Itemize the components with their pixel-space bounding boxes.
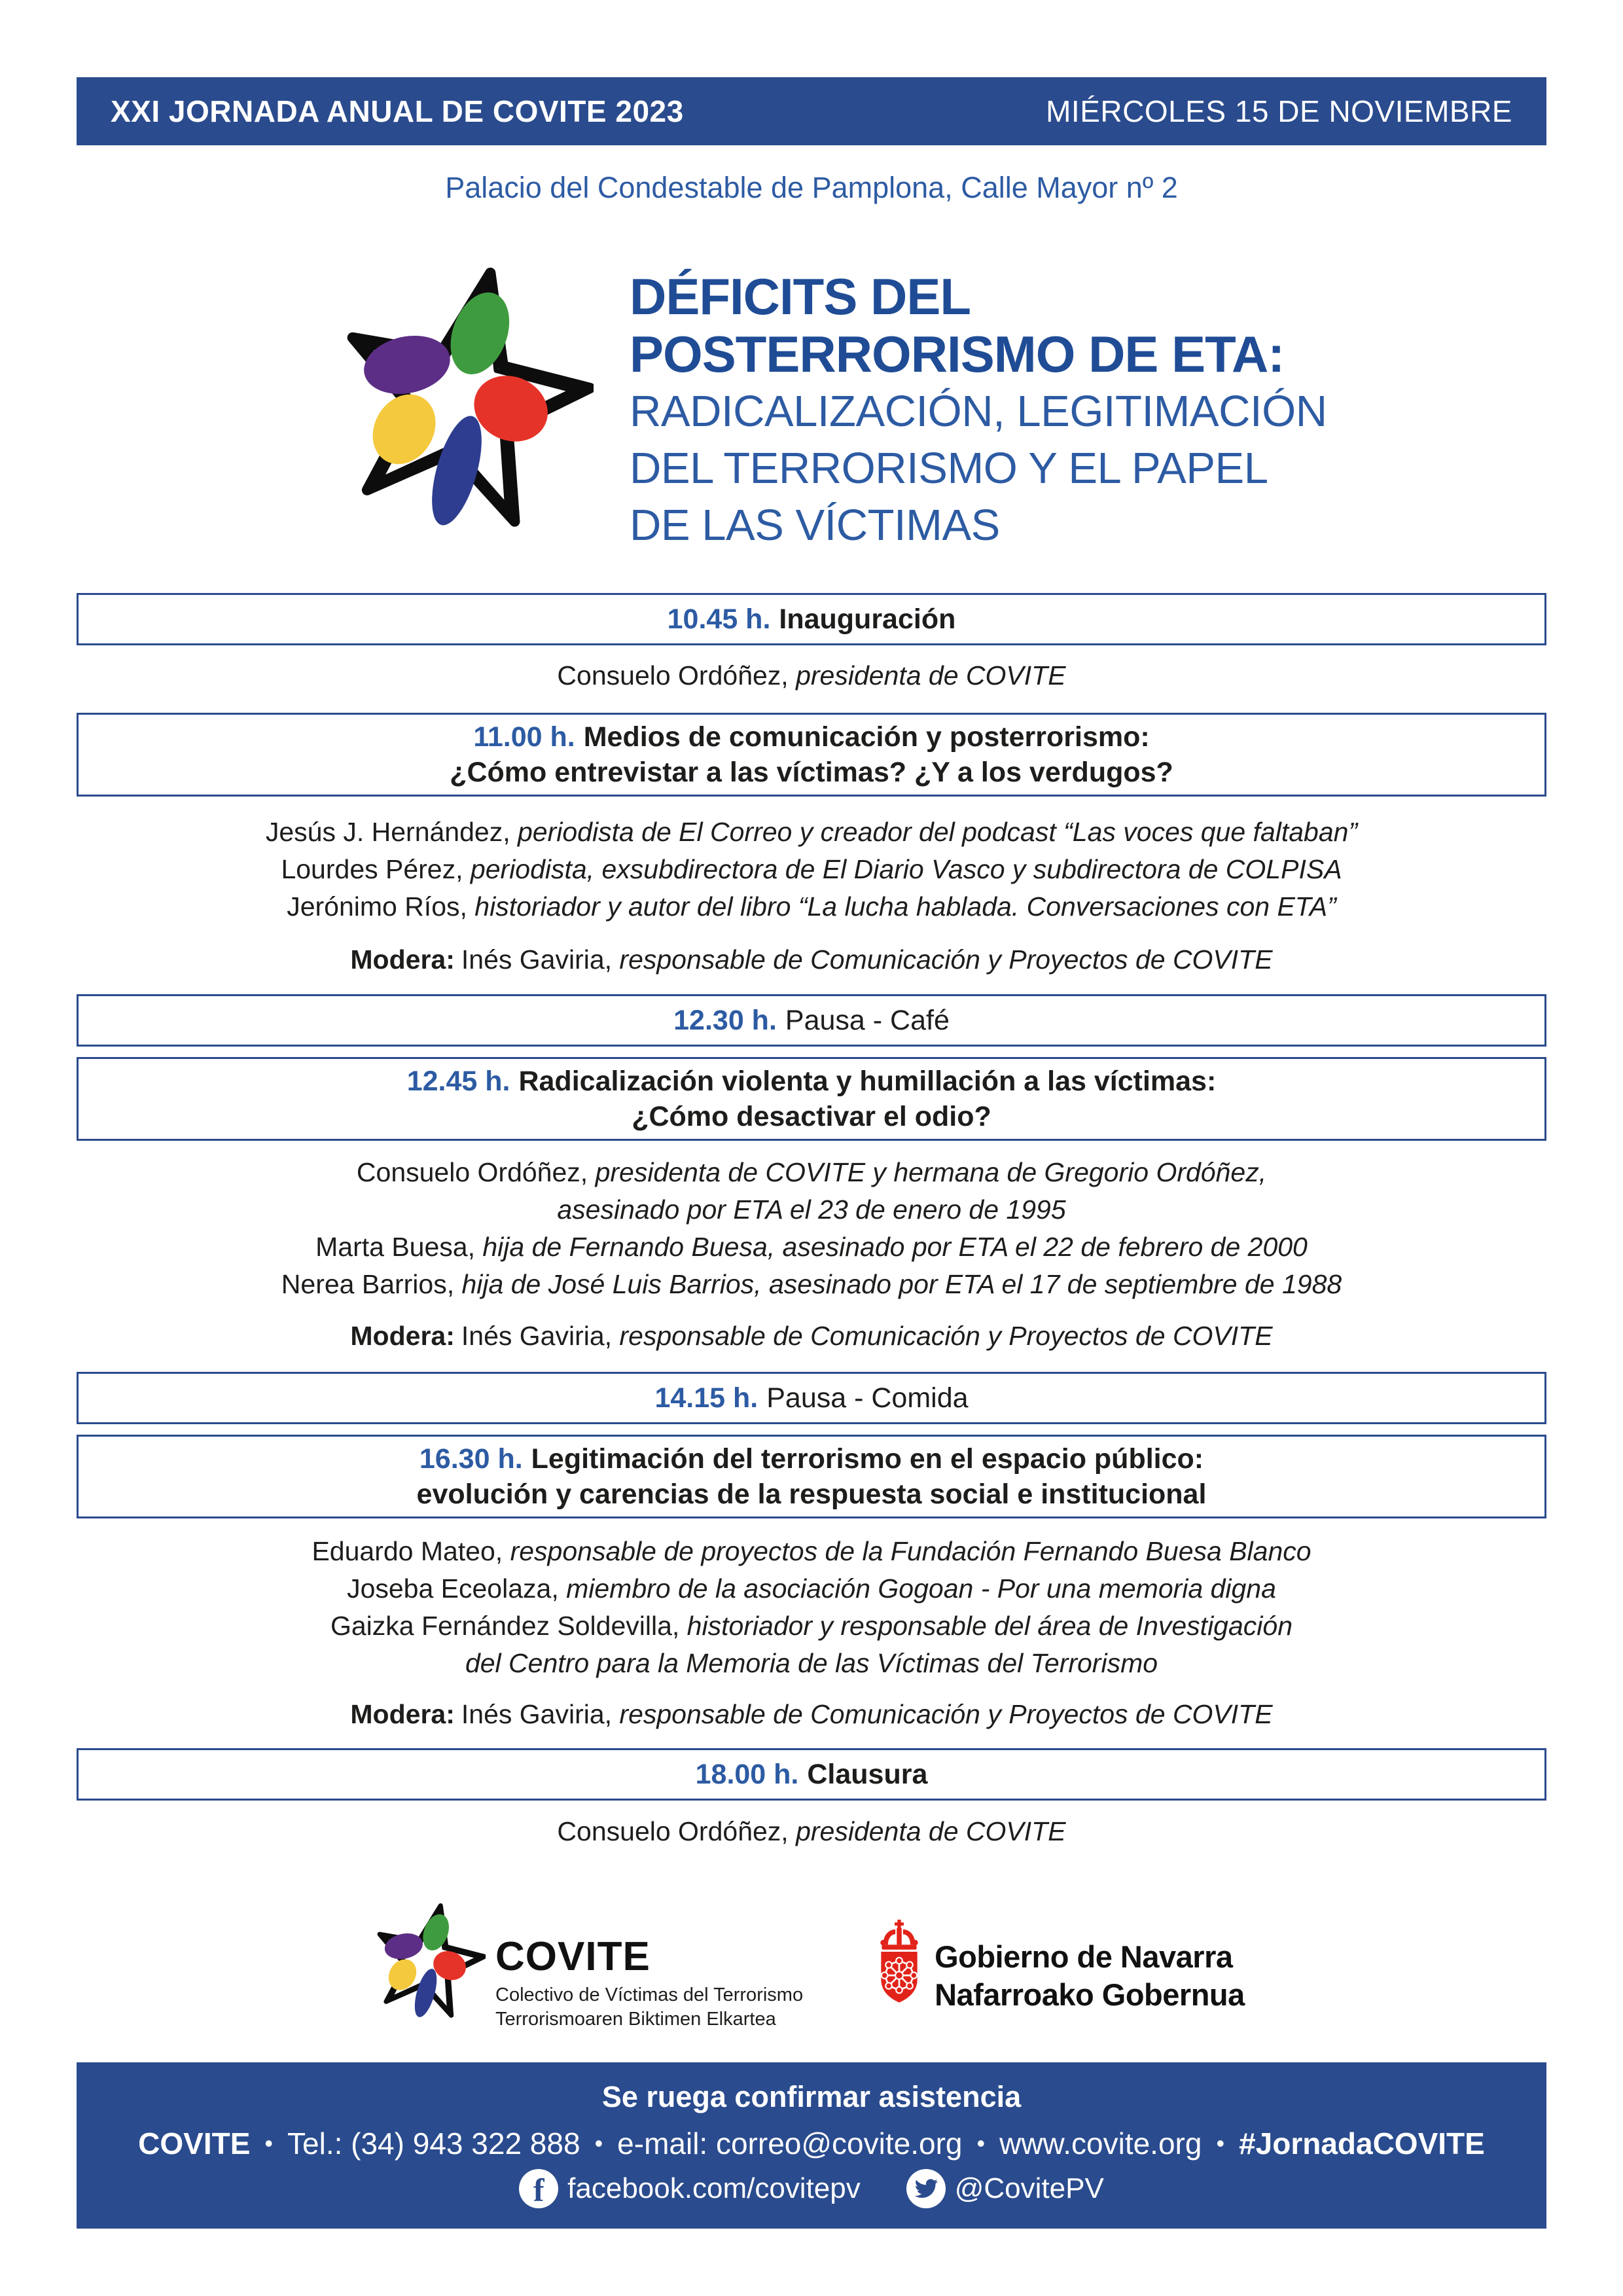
event-title [630,256,1327,558]
event-hashtag: #JornadaCOVITE [1239,2126,1485,2161]
title-line: DÉFICITS DEL [630,268,971,325]
bullet-separator: • [594,2130,603,2157]
speaker-line: Marta Buesa, hija de Fernando Buesa, asesinado por ETA el 22 de febrero de 2000 [315,1232,1308,1262]
session-box-inauguracion [77,593,1546,645]
session-time: 10.45 h. [667,603,771,635]
footer-org-name: COVITE [138,2126,251,2161]
speaker-line: Consuelo Ordóñez, presidenta de COVITE [557,660,1066,691]
session-title-line2: ¿Cómo entrevistar a las víctimas? ¿Y a los verdugos? [450,757,1173,788]
venue-line: Palacio del Condestable de Pamplona, Calle Mayor nº 2 [445,171,1178,204]
website-url: www.covite.org [999,2126,1202,2161]
covite-logo [371,1898,803,2032]
speaker-list [77,1533,1546,1733]
session-time: 11.00 h. [473,721,575,753]
session-box-medios [77,713,1546,797]
session-time: 12.30 h. [673,1005,777,1036]
logos-row [77,1898,1546,2030]
session-title: Clausura [807,1759,928,1790]
covite-star-logo-icon [332,256,594,550]
covite-star-logo-icon [371,1898,486,2028]
moderator-line: Modera: Inés Gaviria, responsable de Comunicación y Proyectos de COVITE [350,944,1273,975]
session-box-radicalizacion [77,1057,1546,1141]
covite-logo-subtitle: Colectivo de Víctimas del Terrorismo Terrorismoaren Biktimen Elkartea [495,1984,804,2030]
phone-number: Tel.: (34) 943 322 888 [287,2126,580,2161]
hero-section [77,256,1546,558]
event-date: MIÉRCOLES 15 DE NOVIEMBRE [1046,94,1512,128]
twitter-icon [906,2169,946,2208]
speaker-line-continuation: del Centro para la Memoria de las Víctimas del Terrorismo [465,1648,1158,1678]
speaker-line: Consuelo Ordóñez, presidenta de COVITE [557,1816,1066,1846]
moderator-line: Modera: Inés Gaviria, responsable de Comunicación y Proyectos de COVITE [350,1321,1273,1351]
header-bar [77,77,1546,145]
speaker-line: Gaizka Fernández Soldevilla, historiador y responsable del área de Investigación del Centro para la Memoria de las Víctimas del Terrorismo [77,1607,1546,1682]
bullet-separator: • [1216,2130,1225,2157]
title-line: DE LAS VÍCTIMAS [630,501,1000,550]
break-box-comida [77,1372,1546,1424]
speaker-line: Joseba Eceolaza, miembro de la asociación Gogoan - Por una memoria digna [347,1573,1276,1604]
event-edition-title: XXI JORNADA ANUAL DE COVITE 2023 [111,94,684,128]
contact-line [138,2126,1485,2161]
session-time: 12.45 h. [406,1066,510,1097]
program-section [77,593,1546,1850]
footer-bar [77,2062,1546,2229]
session-time: 14.15 h. [654,1382,758,1414]
facebook-handle: facebook.com/covitepv [567,2172,861,2204]
session-title-line2: ¿Cómo desactivar el odio? [632,1101,991,1132]
twitter-handle: @CovitePV [954,2172,1104,2204]
navarra-logo-text: Gobierno de Navarra Nafarroako Gobernua [935,1939,1245,2012]
session-title: Legitimación del terrorismo en el espacio público: [531,1443,1204,1475]
social-line [519,2168,1104,2209]
title-line: DEL TERRORISMO Y EL PAPEL [630,444,1268,493]
bullet-separator: • [976,2130,986,2157]
title-line: POSTERRORISMO DE ETA: [630,325,1285,383]
title-line: RADICALIZACIÓN, LEGITIMACIÓN [630,387,1327,436]
navarra-coat-of-arms-icon [878,1920,920,2007]
speaker-line: Jesús J. Hernández, periodista de El Correo y creador del podcast “Las voces que faltaban” [265,817,1358,847]
session-title: Pausa - Café [785,1005,950,1036]
speaker-line: Eduardo Mateo, responsable de proyectos de la Fundación Fernando Buesa Blanco [312,1536,1311,1566]
session-time: 16.30 h. [419,1443,523,1475]
covite-logo-text [495,1898,803,2032]
session-title: Pausa - Comida [766,1382,969,1414]
facebook-icon: f [519,2169,558,2208]
speaker-list [77,814,1546,978]
speaker-line: Consuelo Ordóñez, presidenta de COVITE y hermana de Gregorio Ordóñez, asesinado por ETA el 23 de enero de 1995 [77,1154,1546,1229]
speaker-line: Nerea Barrios, hija de José Luis Barrios, asesinado por ETA el 17 de septiembre de 1988 [281,1269,1342,1299]
session-title: Inauguración [779,603,956,635]
session-time: 18.00 h. [695,1759,799,1790]
session-box-legitimacion [77,1435,1546,1518]
covite-logo-name: COVITE [495,1934,651,1979]
speaker-line: Lourdes Pérez, periodista, exsubdirectora de El Diario Vasco y subdirectora de COLPISA [281,854,1342,884]
email-address: e-mail: correo@covite.org [617,2126,963,2161]
bullet-separator: • [264,2130,274,2157]
speaker-list [77,1154,1546,1355]
session-box-clausura [77,1748,1546,1801]
speaker-line-continuation: asesinado por ETA el 23 de enero de 1995 [557,1194,1066,1225]
navarra-logo [878,1920,1245,2014]
session-title-line2: evolución y carencias de la respuesta social e institucional [416,1479,1207,1510]
speaker-line: Jerónimo Ríos, historiador y autor del libro “La lucha hablada. Conversaciones con ETA” [287,891,1336,922]
confirm-attendance-text: Se ruega confirmar asistencia [601,2080,1022,2113]
break-box-cafe [77,994,1546,1047]
session-title: Medios de comunicación y posterrorismo: [583,721,1150,753]
moderator-line: Modera: Inés Gaviria, responsable de Comunicación y Proyectos de COVITE [350,1699,1273,1729]
session-title: Radicalización violenta y humillación a las víctimas: [518,1066,1217,1097]
